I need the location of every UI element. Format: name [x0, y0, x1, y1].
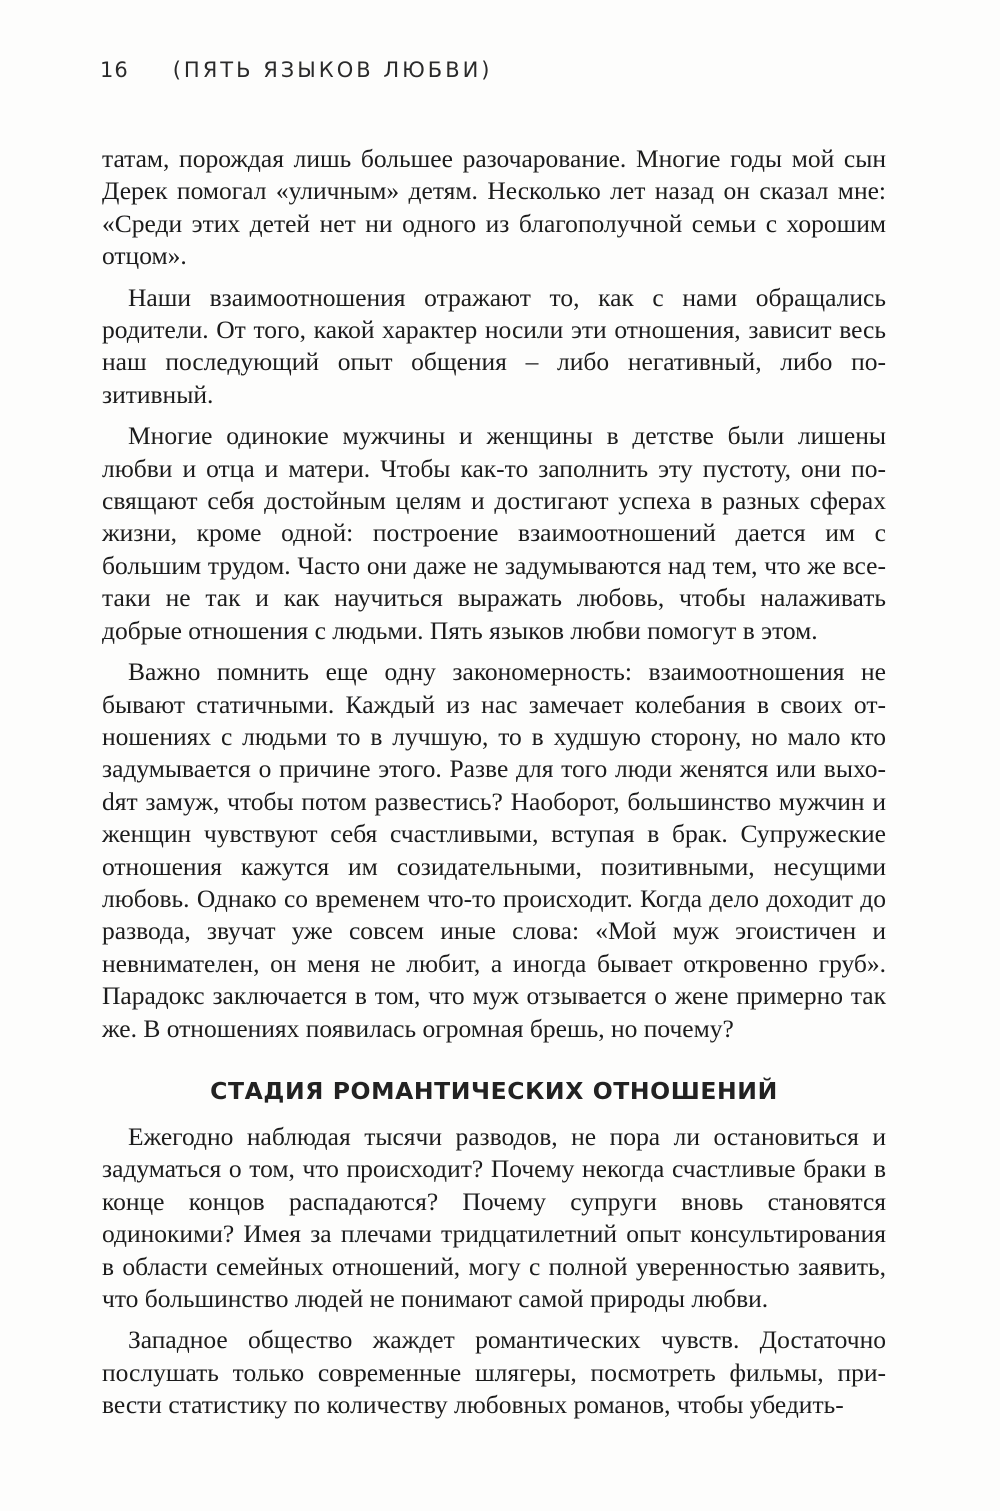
paragraph-continued: татам, порождая лишь большее разочарование. Многие годы мой сын Дерек помогал «уличным» детям. Несколько лет назад он сказал мне: «Среди этих детей нет ни одного из благополучной семьи с хорошим отцом».	[102, 144, 886, 271]
paragraph-last: Западное общество жаждет романтических чувств. Достаточно послушать только современные шлягеры, посмотреть фильмы, привести статистику по количеству любовных романов, чтобы убедить-	[102, 1325, 886, 1420]
section-heading: СТАДИЯ РОМАНТИЧЕСКИХ ОТНОШЕНИЙ	[210, 1076, 778, 1105]
paragraph: Многие одинокие мужчины и женщины в детстве были лишены любви и отца и матери. Чтобы как-то заполнить эту пустоту, они посвящают себя достойным целям и достигают успеха в разных сферах жизни, кроме одной: построение взаимоотношений дается им с большим трудом. Часто они даже не задумываются над тем, что же все-таки не так и как научиться выражать любовь, чтобы налаживать добрые отношения с людьми. Пять языков любви помогут в этом.	[102, 421, 886, 645]
book-title: (ПЯТЬ ЯЗЫКОВ ЛЮБВИ)	[172, 58, 493, 82]
paragraph: Важно помнить еще одну закономерность: взаимоотношения не бывают статичными. Каждый из нас замечает колебания в своих отношениях с людьми то в лучшую, то в худшую сторону, но мало кто задумывается о причине этого. Разве для того люди женятся или выхоdят замуж, чтобы потом развестись? Наоборот, большинство мужчин и женщин чувствуют себя счастливыми, вступая в брак. Супружеские отношения кажутся им созидательными, позитивными, несущими любовь. Однако со временем что-то происходит. Когда дело доходит до развода, звучат уже совсем иные слова: «Мой муж эгоистичен и невнимателен, он меня не любит, а иногда бывает откровенно груб». Парадокс заключается в том, что муж отзывается о жене примерно так же. В отношениях появилась огромная брешь, но почему?	[102, 657, 886, 1043]
page-number: 16	[100, 58, 129, 82]
paragraph: Наши взаимоотношения отражают то, как с нами обращались родители. От того, какой характер носили эти отношения, зависит весь наш последующий опыт общения – либо негативный, либо позитивный.	[102, 282, 886, 409]
running-head	[100, 58, 493, 88]
body-text	[102, 143, 886, 1431]
paragraph: Ежегодно наблюдая тысячи разводов, не пора ли остановиться и задуматься о том, что происходит? Почему некогда счастливые браки в конце концов распадаются? Почему супруги вновь становятся одинокими? Имея за плечами тридцатилетний опыт консультирования в области семейных отношений, могу с полной уверенностью заявить, что большинство людей не понимают самой природы любви.	[102, 1121, 886, 1313]
